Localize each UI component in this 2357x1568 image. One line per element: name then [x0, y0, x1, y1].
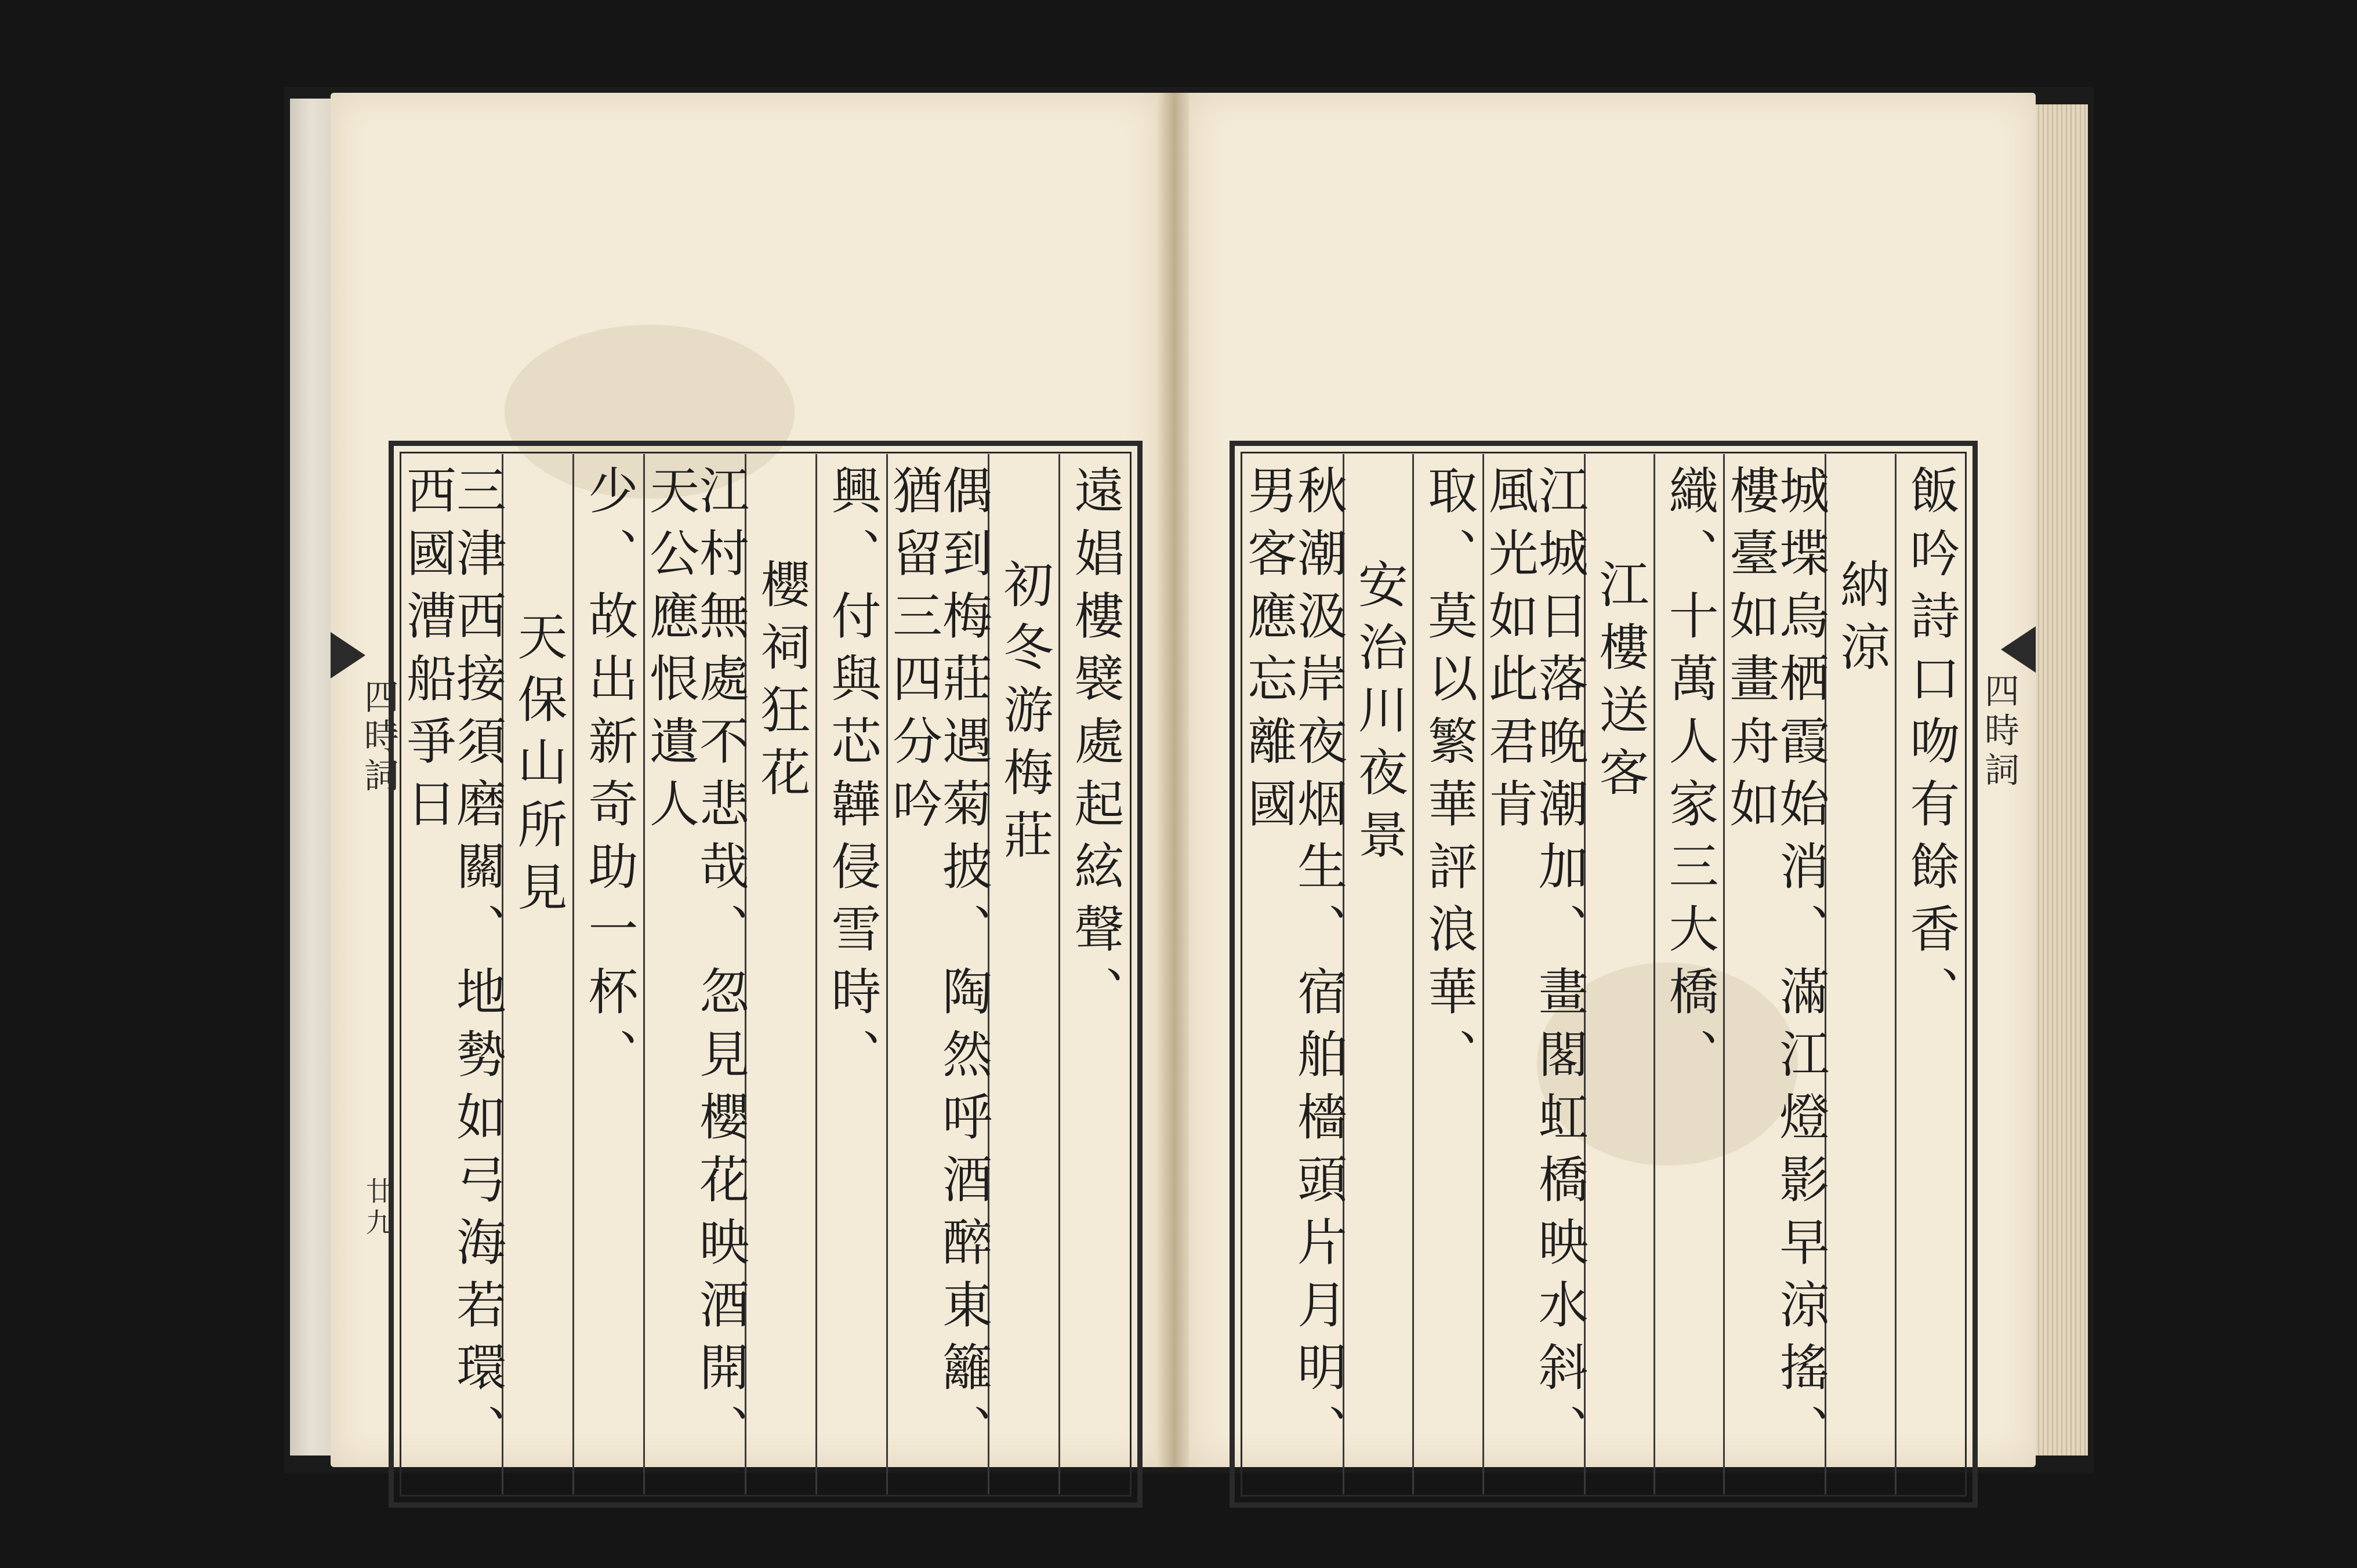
- poem-title: 初冬游梅莊: [995, 558, 1053, 872]
- right-margin-title: 四時詞: [1979, 673, 2019, 791]
- book-gutter: [1157, 93, 1192, 1467]
- verse-line: 秋潮汲岸夜烟生、宿舶檣頭片月明、男客應忘離國: [1239, 464, 1347, 1467]
- poem-title: 櫻祠狂花: [752, 558, 810, 809]
- verse-line: 城堞烏栖霞始消、滿江燈影早涼搖、樓臺如畫舟如: [1721, 464, 1829, 1467]
- verse-line: 三津西接須磨關、地勢如弓海若環、西國漕船爭日: [398, 464, 506, 1467]
- column: [1895, 454, 1964, 1494]
- column: [398, 454, 506, 1494]
- verse-line: 江城日落晚潮加、畫閣虹橋映水斜、風光如此君肯: [1480, 464, 1588, 1467]
- column: [1239, 454, 1347, 1494]
- column: [1825, 454, 1894, 1494]
- column: [988, 454, 1058, 1494]
- right-page: [1189, 93, 2036, 1467]
- text-frame-right: [1230, 441, 1978, 1508]
- column: [572, 454, 643, 1494]
- text-frame-left: [389, 441, 1143, 1508]
- poem-title: 江樓送客: [1590, 558, 1649, 809]
- verse-line: 織、十萬人家三大橋、: [1660, 464, 1718, 1091]
- page-number: 廿九: [362, 1177, 393, 1240]
- verse-line: 取、莫以繁華評浪華、: [1419, 464, 1478, 1091]
- verse-line: 江村無處不悲哉、忽見櫻花映酒開、天公應恨遺人: [641, 464, 749, 1467]
- poem-title: 納涼: [1832, 558, 1890, 684]
- column: [745, 454, 815, 1494]
- verse-line: 興、付與芯韡侵雪時、: [822, 464, 881, 1091]
- column: [1412, 454, 1482, 1494]
- column: [641, 454, 749, 1494]
- fishtail-mark-icon: [2001, 626, 2036, 673]
- fishtail-mark-icon: [331, 632, 365, 678]
- column: [1721, 454, 1829, 1494]
- verse-line: 飯吟詩口吻有餘香、: [1901, 464, 1960, 1028]
- column: [1653, 454, 1723, 1494]
- column: [502, 454, 572, 1494]
- open-book: [284, 87, 2094, 1473]
- column: [1343, 454, 1412, 1494]
- column: [884, 454, 992, 1494]
- left-margin-title: 四時詞: [358, 678, 399, 797]
- column: [1480, 454, 1588, 1494]
- columns-right: [1239, 454, 1964, 1494]
- left-page: [331, 93, 1160, 1467]
- verse-line: 遠娼樓襞處起絃聲、: [1065, 464, 1124, 1028]
- verse-line: 偶到梅莊遇菊披、陶然呼酒醉東籬、猶留三四分吟: [884, 464, 992, 1467]
- column: [1058, 454, 1129, 1494]
- poem-title: 天保山所見: [509, 611, 567, 924]
- column: [1584, 454, 1653, 1494]
- right-page-stack: [2030, 104, 2088, 1456]
- verse-line: 少、故出新奇助一杯、: [579, 464, 638, 1091]
- poem-title: 安治川夜景: [1349, 558, 1408, 872]
- column: [815, 454, 886, 1494]
- columns-left: [398, 454, 1129, 1494]
